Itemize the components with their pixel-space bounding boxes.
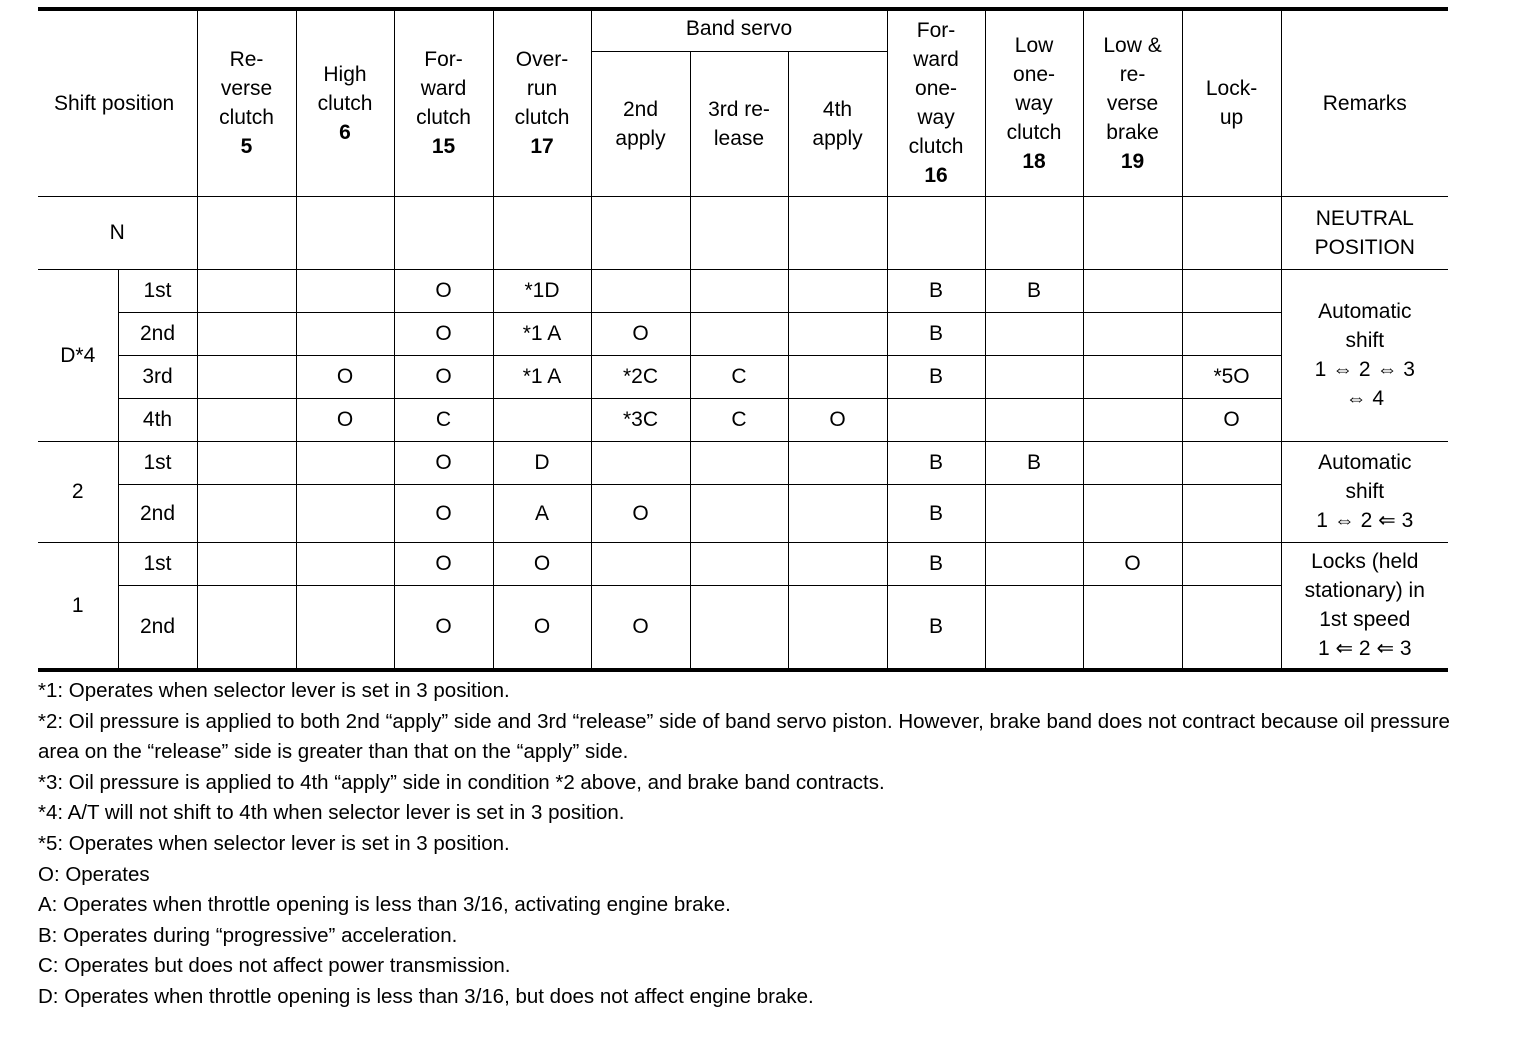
footnote: *5: Operates when selector lever is set in 3 position. [38, 831, 510, 855]
operation-cell: O [1182, 398, 1281, 441]
operation-cell [591, 269, 690, 312]
text-line: Low & [1103, 33, 1162, 57]
operation-cell [197, 542, 296, 585]
footnote: O: Operates [38, 862, 150, 886]
operation-cell: C [690, 398, 788, 441]
operation-cell [493, 398, 591, 441]
text-line: Low [1014, 33, 1054, 57]
text-line: POSITION [1314, 235, 1415, 259]
text-line: verse [220, 77, 273, 101]
operation-cell [296, 484, 394, 542]
operation-cell [788, 355, 887, 398]
operation-cell: B [887, 484, 985, 542]
operation-cell: O [1083, 542, 1182, 585]
operation-cell [197, 269, 296, 312]
text-line: re- [1119, 62, 1146, 86]
gear-label: 4th [118, 398, 197, 441]
text-line: shift [1345, 329, 1385, 352]
operation-cell: B [887, 312, 985, 355]
gear-label: 2nd [118, 312, 197, 355]
operation-cell [1182, 441, 1281, 484]
operation-cell [1083, 585, 1182, 670]
operation-cell [197, 484, 296, 542]
operation-cell [690, 269, 788, 312]
footnote: B: Operates during “progressive” acceleration. [38, 923, 458, 947]
text-line: Re- [229, 48, 264, 72]
operation-cell [296, 585, 394, 670]
row-one-1st [38, 542, 1448, 585]
operation-cell [985, 398, 1083, 441]
operation-cell: B [985, 269, 1083, 312]
text-line: verse [1106, 91, 1159, 115]
operation-cell: *1D [493, 269, 591, 312]
operation-cell [1083, 441, 1182, 484]
operation-cell: O [394, 542, 493, 585]
text-line: shift [1345, 480, 1385, 503]
text-line: 4th [822, 97, 853, 121]
text-line: ward [420, 77, 467, 101]
text-line: clutch [514, 106, 570, 130]
operation-cell [887, 398, 985, 441]
text-line: ⇔ 4 [1345, 387, 1385, 410]
shift-label-two: 2 [38, 441, 118, 542]
operation-cell: *5O [1182, 355, 1281, 398]
operation-cell [1182, 585, 1281, 670]
operation-cell: O [394, 585, 493, 670]
row-two-1st [38, 441, 1448, 484]
text-line: Locks (held [1311, 550, 1419, 574]
operation-cell [197, 355, 296, 398]
operation-cell [1083, 269, 1182, 312]
text-line: 1 ⇐ 2 ⇐ 3 [1317, 637, 1412, 661]
operation-cell: O [394, 312, 493, 355]
row-d-3rd [38, 355, 1448, 398]
operation-cell [788, 484, 887, 542]
gear-label: 3rd [118, 355, 197, 398]
shift-label-one: 1 [38, 542, 118, 670]
operation-cell: O [493, 542, 591, 585]
gear-label: 2nd [118, 484, 197, 542]
operation-cell [690, 312, 788, 355]
text-line: NEUTRAL [1315, 206, 1414, 230]
gear-label: 1st [118, 542, 197, 585]
operation-cell: O [296, 355, 394, 398]
operation-cell: O [591, 484, 690, 542]
operation-cell [788, 542, 887, 585]
operation-cell [197, 398, 296, 441]
text-line: apply [615, 126, 666, 150]
footnotes [38, 676, 1458, 1013]
operation-cell: O [591, 312, 690, 355]
operation-cell: O [788, 398, 887, 441]
text-line: Lock- [1205, 77, 1258, 101]
footnote: *3: Oil pressure is applied to 4th “apply” side in condition *2 above, and brake band contracts. [38, 770, 885, 794]
header-band-4th-apply [788, 51, 887, 196]
text-line: stationary) in [1304, 579, 1425, 603]
operation-cell [296, 312, 394, 355]
operation-cell [1182, 312, 1281, 355]
operation-cell [985, 484, 1083, 542]
operation-cell [296, 542, 394, 585]
text-line: clutch [219, 106, 274, 130]
operation-cell: O [296, 398, 394, 441]
footnote: *4: A/T will not shift to 4th when selector lever is set in 3 position. [38, 801, 625, 825]
shift-operation-table [38, 7, 1448, 672]
header-low-reverse-brake: Low & re- verse brake 19 [1083, 9, 1182, 196]
operation-cell: A [493, 484, 591, 542]
operation-cell: *2C [591, 355, 690, 398]
text-line: High [323, 62, 367, 86]
remarks-one [1281, 542, 1448, 670]
text-line: For- [916, 19, 956, 43]
remarks-neutral [1281, 196, 1448, 269]
text-line: up [1219, 106, 1244, 130]
operation-cell: O [591, 585, 690, 670]
text-line: way [917, 106, 955, 130]
text-line: lease [713, 126, 765, 150]
text-line: 2nd [622, 97, 659, 121]
operation-cell: B [887, 441, 985, 484]
operation-cell [591, 441, 690, 484]
operation-cell: *3C [591, 398, 690, 441]
header-band-servo: Band servo [591, 9, 887, 51]
shift-label-d: D*4 [38, 269, 118, 441]
operation-cell [788, 312, 887, 355]
operation-cell: *1 A [493, 355, 591, 398]
gear-label: 1st [118, 269, 197, 312]
text-line: ward [913, 48, 959, 72]
operation-cell [1182, 269, 1281, 312]
operation-cell [197, 312, 296, 355]
header-overrun-clutch: Over- run clutch 17 [493, 9, 591, 196]
remarks-d [1281, 269, 1448, 441]
row-d-2nd [38, 312, 1448, 355]
text-line: 1st speed [1319, 608, 1411, 632]
operation-cell [296, 441, 394, 484]
operation-cell [985, 585, 1083, 670]
header-high-clutch: High clutch 6 [296, 9, 394, 196]
operation-cell: O [394, 484, 493, 542]
gear-label: 2nd [118, 585, 197, 670]
operation-cell: D [493, 441, 591, 484]
operation-cell: O [394, 355, 493, 398]
row-d-4th [38, 398, 1448, 441]
footnote: A: Operates when throttle opening is less than 3/16, activating engine brake. [38, 893, 731, 917]
row-neutral [38, 196, 1448, 269]
row-d-1st [38, 269, 1448, 312]
text-line: apply [812, 126, 863, 150]
header-lockup [1182, 9, 1281, 196]
operation-cell [1182, 542, 1281, 585]
operation-cell: O [394, 269, 493, 312]
operation-cell [1083, 398, 1182, 441]
header-band-3rd-release [690, 51, 788, 196]
text-line: one- [915, 77, 958, 101]
row-one-2nd [38, 585, 1448, 670]
text-line: Over- [515, 48, 569, 72]
operation-cell [296, 269, 394, 312]
operation-cell [1083, 355, 1182, 398]
operation-cell [985, 355, 1083, 398]
operation-cell [690, 585, 788, 670]
operation-cell [1083, 312, 1182, 355]
operation-cell [985, 312, 1083, 355]
operation-cell: B [887, 542, 985, 585]
row-two-2nd [38, 484, 1448, 542]
text-line: one- [1013, 62, 1056, 86]
text-line: run [526, 77, 558, 101]
operation-cell: O [394, 441, 493, 484]
footnote: C: Operates but does not affect power transmission. [38, 954, 511, 978]
text-line: Automatic [1318, 300, 1412, 323]
operation-cell [197, 441, 296, 484]
operation-cell: O [493, 585, 591, 670]
footnote: *2: Oil pressure is applied to both 2nd “apply” side and 3rd “release” side of band servo piston. However, brake band does not contract because oil pressure area on the “release” side is greater than that on the “apply” side. [38, 709, 1450, 764]
text-line: 1 ⇔ 2 ⇔ 3 [1314, 358, 1415, 381]
operation-cell [1182, 484, 1281, 542]
operation-cell [788, 269, 887, 312]
header-reverse-clutch: Re- verse clutch 5 [197, 9, 296, 196]
header-band-2nd-apply [591, 51, 690, 196]
operation-cell [788, 585, 887, 670]
operation-cell: B [887, 269, 985, 312]
operation-cell [1083, 484, 1182, 542]
remarks-two [1281, 441, 1448, 542]
header-remarks: Remarks [1281, 9, 1448, 196]
operation-cell: C [690, 355, 788, 398]
gear-label: 1st [118, 441, 197, 484]
text-line: 3rd re- [708, 97, 770, 121]
text-line: clutch [908, 135, 964, 159]
text-line: Automatic [1318, 451, 1412, 474]
shift-label-n: N [38, 196, 197, 269]
text-line: 1 ⇔ 2 ⇐ 3 [1316, 509, 1414, 532]
operation-cell [788, 441, 887, 484]
header-shift-position: Shift position [38, 9, 197, 196]
operation-cell [985, 542, 1083, 585]
operation-cell [690, 441, 788, 484]
text-line: For- [424, 48, 463, 72]
header-low-one-way-clutch: Low one- way clutch 18 [985, 9, 1083, 196]
operation-cell: C [394, 398, 493, 441]
operation-cell [690, 542, 788, 585]
footnote: *1: Operates when selector lever is set in 3 position. [38, 679, 510, 702]
footnote: D: Operates when throttle opening is less than 3/16, but does not affect engine brake. [38, 984, 814, 1008]
operation-cell: B [887, 355, 985, 398]
text-line: clutch [317, 91, 373, 115]
header-forward-one-way-clutch: For- ward one- way clutch 16 [887, 9, 985, 196]
operation-cell [690, 484, 788, 542]
operation-cell: *1 A [493, 312, 591, 355]
operation-cell: B [887, 585, 985, 670]
text-line: brake [1106, 120, 1159, 144]
operation-cell [197, 585, 296, 670]
text-line: way [1015, 91, 1053, 115]
header-forward-clutch: For- ward clutch 15 [394, 9, 493, 196]
operation-cell [591, 542, 690, 585]
text-line: clutch [416, 106, 471, 130]
text-line: clutch [1006, 120, 1062, 144]
operation-cell: B [985, 441, 1083, 484]
